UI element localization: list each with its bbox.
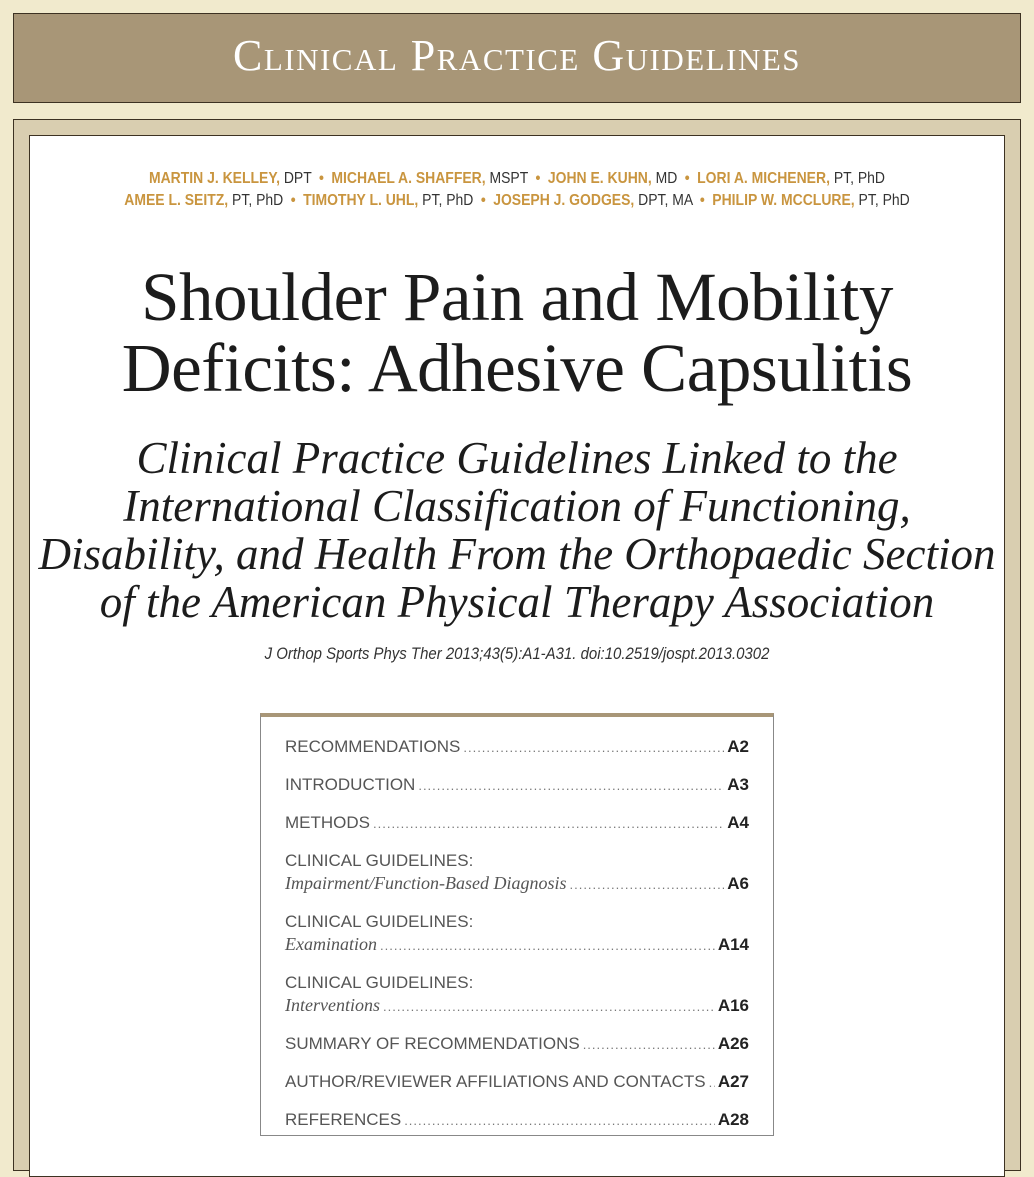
author-credentials: MSPT	[489, 170, 528, 187]
toc-entry[interactable]	[285, 1108, 749, 1132]
toc-entry-label: Impairment/Function-Based Diagnosis	[285, 873, 567, 893]
toc-page-number: A3	[727, 775, 749, 794]
table-of-contents	[260, 713, 774, 1136]
subtitle-line: International Classification of Functioning,	[123, 481, 911, 531]
author-separator: •	[684, 170, 690, 187]
author-line-1	[79, 168, 956, 190]
toc-entry[interactable]	[285, 849, 749, 896]
toc-entry[interactable]	[285, 811, 749, 835]
journal-citation: J Orthop Sports Phys Ther 2013;43(5):A1-A31. doi:10.2519/jospt.2013.0302	[264, 644, 770, 663]
toc-page-number: A14	[717, 935, 749, 954]
toc-leader-dots	[418, 774, 724, 797]
toc-page-number: A28	[717, 1110, 749, 1129]
toc-entry[interactable]	[285, 773, 749, 797]
author-credentials: PT, PhD	[232, 192, 284, 209]
subtitle-line: of the American Physical Therapy Association	[99, 577, 935, 627]
toc-leader-dots	[383, 995, 715, 1018]
author-line-2	[79, 190, 956, 212]
toc-leader-dots	[583, 1033, 715, 1056]
toc-entry[interactable]	[285, 910, 749, 957]
toc-leader-dots	[709, 1071, 715, 1094]
author-separator: •	[319, 170, 324, 187]
toc-leader-dots	[463, 736, 724, 759]
article-subtitle	[30, 434, 1004, 626]
author-credentials: DPT	[283, 170, 312, 187]
author-name: LORI A. MICHENER,	[697, 170, 830, 187]
toc-leader-dots	[380, 934, 715, 957]
author-name: MARTIN J. KELLEY,	[148, 170, 280, 187]
article-title	[30, 259, 1004, 406]
subtitle-line: Clinical Practice Guidelines Linked to the	[136, 433, 898, 483]
title-line: Shoulder Pain and Mobility	[141, 259, 893, 335]
author-credentials: PT, PhD	[858, 192, 910, 209]
toc-leader-dots	[404, 1109, 715, 1132]
author-name: PHILIP W. MCCLURE,	[712, 192, 855, 209]
journal-section-banner	[13, 13, 1021, 103]
author-separator: •	[290, 192, 296, 209]
author-name: TIMOTHY L. UHL,	[303, 192, 419, 209]
author-credentials: DPT, MA	[638, 192, 693, 209]
toc-page-number: A6	[727, 874, 749, 893]
toc-page-number: A27	[717, 1072, 749, 1091]
toc-entry-label: INTRODUCTION	[285, 775, 416, 794]
toc-leader-dots	[569, 873, 724, 896]
toc-entry-label: METHODS	[285, 813, 370, 832]
author-credentials: PT, PhD	[422, 192, 474, 209]
author-name: JOHN E. KUHN,	[547, 170, 652, 187]
author-credentials: PT, PhD	[833, 170, 886, 187]
toc-entry-label: RECOMMENDATIONS	[285, 737, 461, 756]
toc-entry-heading: CLINICAL GUIDELINES:	[285, 851, 474, 870]
article-first-page	[29, 135, 1005, 1177]
toc-page-number: A26	[717, 1034, 749, 1053]
toc-entry-label: AUTHOR/REVIEWER AFFILIATIONS AND CONTACTS	[285, 1072, 706, 1091]
author-name: JOSEPH J. GODGES,	[493, 192, 635, 209]
subtitle-line: Disability, and Health From the Orthopaedic Section	[38, 529, 996, 579]
toc-entry[interactable]	[285, 735, 749, 759]
toc-entry-label: Interventions	[285, 995, 380, 1015]
banner-title: Clinical Practice Guidelines	[232, 30, 802, 80]
toc-entry-label: Examination	[285, 934, 377, 954]
author-credentials: MD	[655, 170, 678, 187]
toc-entry-heading: CLINICAL GUIDELINES:	[285, 912, 474, 931]
toc-entry[interactable]	[285, 1070, 749, 1094]
toc-entry-label: SUMMARY OF RECOMMENDATIONS	[285, 1034, 580, 1053]
author-name: AMEE L. SEITZ,	[124, 192, 229, 209]
author-name: MICHAEL A. SHAFFER,	[331, 170, 486, 187]
author-separator: •	[480, 192, 486, 209]
author-separator: •	[699, 192, 705, 209]
toc-entry-label: REFERENCES	[285, 1110, 402, 1129]
toc-leader-dots	[373, 812, 724, 835]
toc-entry[interactable]	[285, 1032, 749, 1056]
author-separator: •	[535, 170, 541, 187]
toc-entry-heading: CLINICAL GUIDELINES:	[285, 973, 474, 992]
toc-page-number: A4	[727, 813, 749, 832]
toc-page-number: A2	[727, 737, 749, 756]
toc-entry[interactable]	[285, 971, 749, 1018]
toc-page-number: A16	[717, 996, 749, 1015]
title-line: Deficits: Adhesive Capsulitis	[121, 330, 913, 406]
author-list	[79, 168, 956, 212]
